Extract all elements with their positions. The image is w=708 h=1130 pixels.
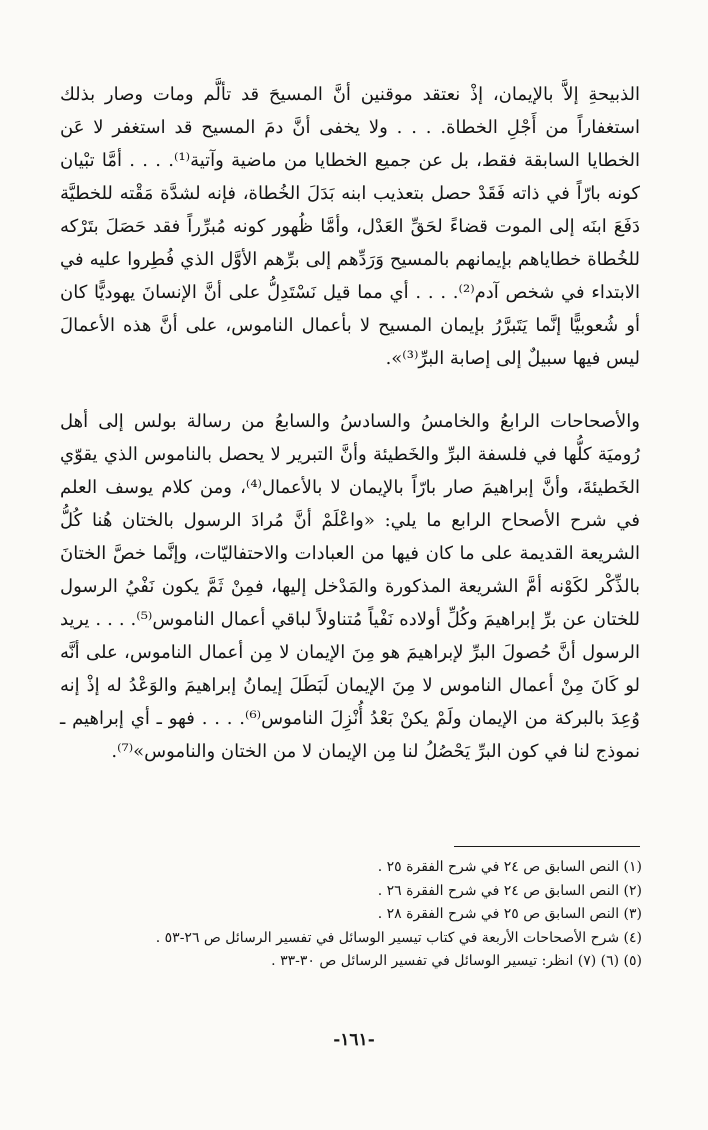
paragraph-1: الذبيحةِ إلاَّ بالإيمان، إذْ نعتقد موقنين أنَّ المسيحَ قد تألَّم ومات وصار بذلك استغفاراً من أَجْلِ الخطاة. . . . ولا يخفى أنَّ دمَ المسيح قد استغفر لا عَن الخطايا السابقة فقط، بل عن جميع الخطايا من ماضية وآتية⁽¹⁾. . . . أمَّا تبْيان كونه بارّاً في ذاته فَقَدْ حصل بتعذيب ابنه بَدَلَ الخُطاة، فإنه لشدَّة مَقْته للخطيَّة دَفَعَ ابنَه إلى الموت قضاءً لحَقِّ العَدْل، وأمَّا ظُهور كونه مُبرِّراً فقد حَصَلَ بتَرْكه للخُطاة خطاياهم بإيمانهم بالمسيح وَرَدِّهم إلى برِّهم الأوَّل الذي فُطِروا عليه في الابتداء في شخص آدم⁽²⁾. . . . أي مما قيل نَسْتَدِلُّ على أنَّ الإنسانَ يهوديًّا كان أو شُعوبيًّا إنَّما يَتَبرَّرُ بإيمان المسيح لا بأعمال الناموس، على أنَّ هذه الأعمالَ ليس فيها سبيلٌ إلى إصابة البرِّ⁽³⁾». — [60, 84, 640, 369]
paragraph-2: والأصحاحات الرابعُ والخامسُ والسادسُ والسابعُ من رسالة بولس إلى أهل رُوميَة كلُّها في فلسفة البرِّ والخَطيئة وأنَّ التبرير لا يحصل بالناموس الذي يقوّي الخَطيئةَ، وأنَّ إبراهيمَ صار بارّاً بالإيمان لا بالأعمال⁽⁴⁾، ومن كلام يوسف العلم في شرح الأصحاح الرابع ما يلي: «واعْلَمْ أنَّ مُرادَ الرسول بالختان هُنا كُلُّ الشريعة القديمة على ما كان فيها من العبادات والاحتفاليّات، وإنَّما خصَّ الختانَ بالذِّكْر لكَوْنه أمَّ الشريعة المذكورة والمَدْخل إليها، فمِنْ ثَمَّ يكون نَفْيُ الرسول للختان عن برِّ إبراهيمَ وكُلِّ أولاده نَفْياً مُتناولاً لباقي أعمال الناموس⁽⁵⁾. . . . يريد الرسول أنَّ حُصولَ البرِّ لإبراهيمَ هو مِنَ الإيمان لا مِن أعمال الناموس، على أنَّه لو كَانَ مِنْ أعمال الناموس لا مِنَ الإيمان لَبَطَلَ إيمانُ إبراهيمَ والوَعْدُ له إذْ إنه وُعِدَ بالبركة من الإيمان ولَمْ يكنْ بَعْدُ أُنْزِلَ الناموس⁽⁶⁾. . . . فهو ـ أي إبراهيم ـ نموذج لنا في كون البرِّ يَحْصُلُ لنا مِن الإيمان لا من الختان والناموس»⁽⁷⁾. — [60, 411, 641, 762]
page-number: -١٦١- — [333, 1030, 375, 1050]
footnote-3: (٣) النص السابق ص ٢٥ في شرح الفقرة ٢٨ . — [377, 906, 642, 922]
footnote-4: (٤) شرح الأصحاحات الأربعة في كتاب تيسير الوسائل في تفسير الرسائل ص ٢٦-٥٣ . — [155, 929, 642, 946]
main-text — [60, 78, 640, 768]
footnote-1: (١) النص السابق ص ٢٤ في شرح الفقرة ٢٥ . — [377, 859, 642, 875]
footnote-5: (٥) (٦) (٧) انظر: تيسير الوسائل في تفسير الرسائل ص ٣٠-٣٣ . — [271, 953, 642, 969]
footnotes — [60, 856, 642, 974]
footnote-2: (٢) النص السابق ص ٢٤ في شرح الفقرة ٢٦ . — [377, 882, 642, 899]
footnote-divider — [454, 846, 640, 847]
